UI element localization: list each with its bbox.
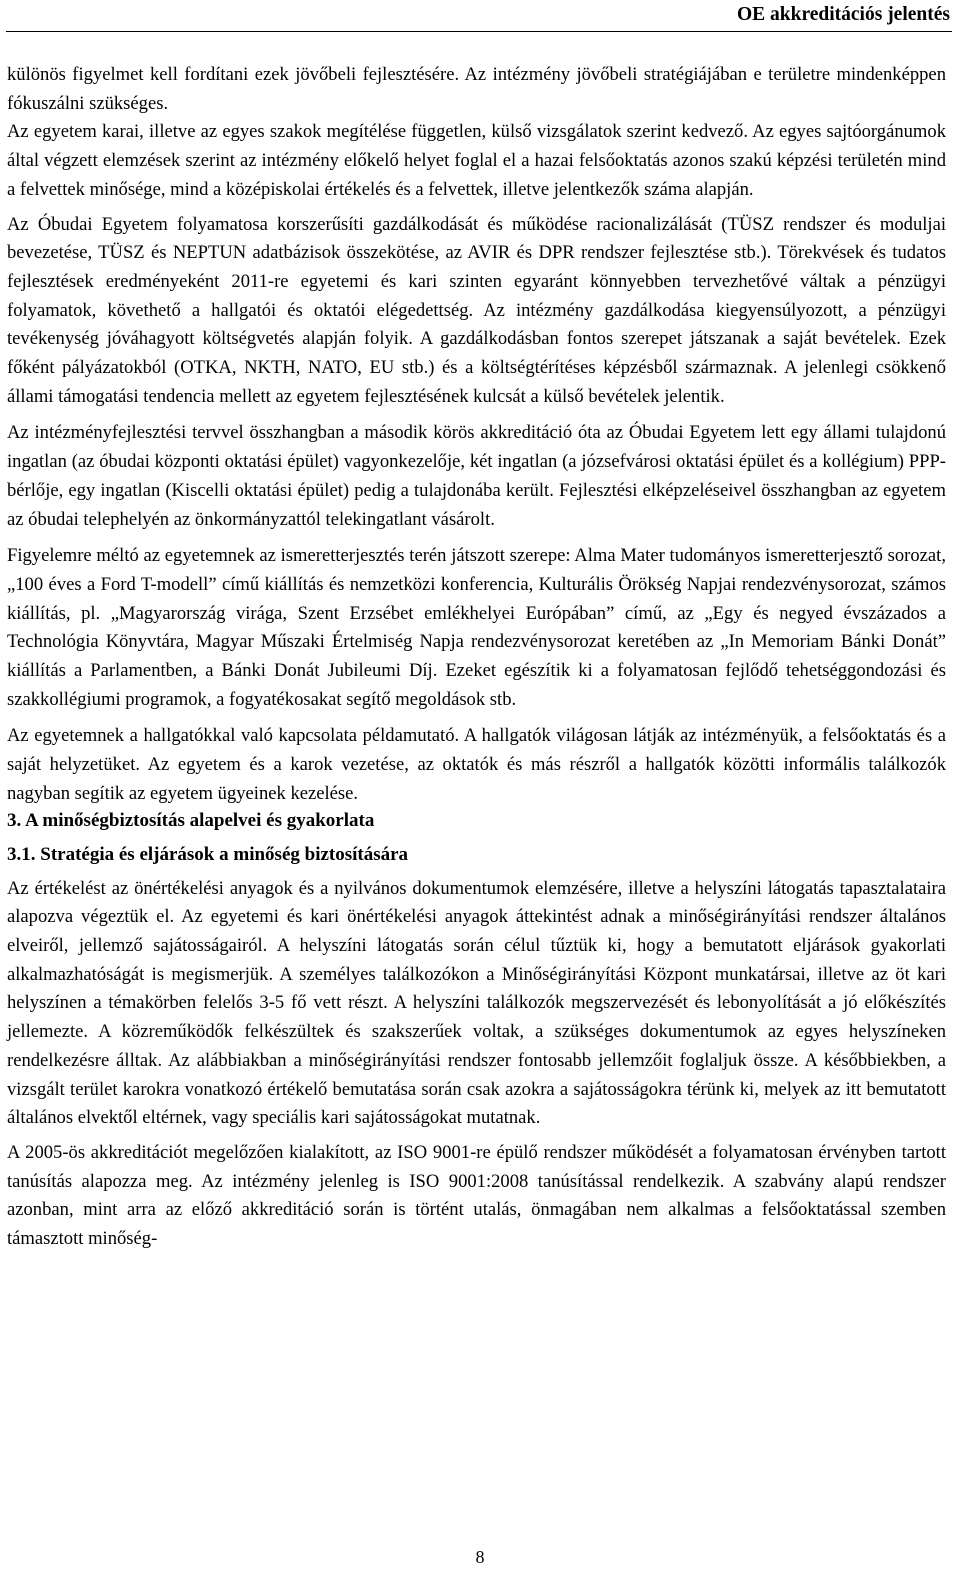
page-header bbox=[0, 0, 960, 34]
header-title: OE akkreditációs jelentés bbox=[736, 4, 950, 25]
paragraph-reputation: Az egyetem karai, illetve az egyes szakok megítélése független, külső vizsgálatok szerint kedvező. Az egyes sajtóorgánumok által végzett elemzések szerint az intézmény előkelő helyet foglal el a hazai felsőoktatás azonos szakú képzési területén mind a felvettek minősége, mind a középiskolai értékelés és a felvettek, illetve jelentkezők száma alapján. bbox=[7, 121, 946, 200]
paragraph-outreach: Figyelemre méltó az egyetemnek az ismeretterjesztés terén játszott szerepe: Alma Mater tudományos ismeretterjesztő sorozat, „100 éves a Ford T-modell” című kiállítás és nemzetközi konferencia, Kulturális Örökség Napjai rendezvénysorozat, számos kiállítás, pl. „Magyarország virága, Szent Erzsébet emlékhelyei Európában” című, az „Egy és negyed évszázados a Technológia Könyvtára, Magyar Műszaki Értelmiség Napja rendezvénysorozat keretében az „In Memoriam Bánki Donát” kiállítás a Parlamentben, a Bánki Donát Jubileumi Díj. Ezeket egészítik ki a folyamatosan fejlődő tehetséggondozási és szakkollégiumi programok, a fogyatékosakat segítő megoldások stb. bbox=[7, 545, 946, 710]
page-number: 8 bbox=[475, 1547, 485, 1567]
paragraph-evaluation: Az értékelést az önértékelési anyagok és a nyilvános dokumentumok elemzésére, illetve a helyszíni látogatás tapasztalataira alapozva végeztük el. Az egyetemi és kari önértékelési anyagok áttekintést adnak a minőségirányítási rendszer általános elveiről, jellemző sajátosságairól. A helyszíni látogatás során célul tűztük ki, hogy a bemutatott eljárások gyakorlati alkalmazhatóságát is megismerjük. A személyes találkozókon a Minőségirányítási Központ munkatársai, illetve az öt kari helyszínen a témakörben felelős 3-5 fő vett részt. A helyszíni találkozók megszervezését és lebonyolítását a jó előkészítés jellemezte. A közreműködők felkészültek és szakszerűek voltak, a szükséges dokumentumok az egyes helyszíneken rendelkezésre álltak. Az alábbiakban a minőségirányítási rendszer fontosabb jellemzőit foglaljuk össze. A későbbiekben, a vizsgált terület karokra vonatkozó értékelő bemutatása során csak azokra a sajátosságokra térünk ki, melyek az itt bemutatott általános elvektől eltérnek, vagy speciális kari sajátosságokat mutatnak. bbox=[7, 877, 946, 1129]
paragraph-strategy-intro: különös figyelmet kell fordítani ezek jövőbeli fejlesztésére. Az intézmény jövőbeli stratégiájában e területre mindenképpen fókuszálni szükséges. bbox=[7, 64, 946, 114]
paragraph-students: Az egyetemnek a hallgatókkal való kapcsolata példamutató. A hallgatók világosan látják az intézményük, a felsőoktatás és a saját helyzetüket. Az egyetem és a karok vezetése, az oktatók és más részről a hallgatók közötti informális találkozók nagyban segítik az egyetem ügyeinek kezelése. bbox=[7, 725, 946, 804]
paragraph-finances: Az Óbudai Egyetem folyamatosa korszerűsíti gazdálkodását és működése racionalizálását (TÜSZ rendszer és moduljai bevezetése, TÜSZ és NEPTUN adatbázisok összekötése, az AVIR és DPR rendszer fejlesztése stb.). Törekvések és tudatos fejlesztések eredményeként 2011-re egyetemi és kari szinten egyaránt könnyebben tervezhetővé váltak a pénzügyi folyamatok, követhető a hallgatói és oktatói elégedettség. Az intézmény gazdálkodása kiegyensúlyozott, a pénzügyi tevékenység jóváhagyott költségvetés alapján folyik. A gazdálkodásban fontos szerepet játszanak a saját bevételek. Ezek főként pályázatokból (OTKA, NKTH, NATO, EU stb.) és a költségtérítéses képzésből származnak. A jelenlegi csökkenő állami támogatási tendencia mellett az egyetem fejlesztésének kulcsát a külső bevételek jelentik. bbox=[7, 213, 946, 407]
section-heading: 3. A minőségbiztosítás alapelvei és gyakorlata bbox=[7, 809, 375, 831]
header-divider bbox=[6, 31, 952, 32]
subsection-heading: 3.1. Stratégia és eljárások a minőség biztosítására bbox=[7, 843, 409, 865]
paragraph-property: Az intézményfejlesztési tervvel összhangban a második körös akkreditáció óta az Óbudai Egyetem lett egy állami tulajdonú ingatlan (az óbudai központi oktatási épület) vagyonkezelője, két ingatlan (a józsefvárosi oktatási épület és a kollégium) PPP-bérlője, egy ingatlan (Kiscelli oktatási épület) pedig a tulajdonába került. Fejlesztési elképzeléseivel összhangban az egyetem az óbudai telephelyén az önkormányzattól telekingatlant vásárolt. bbox=[7, 422, 946, 530]
paragraph-iso: A 2005-ös akkreditációt megelőzően kialakított, az ISO 9001-re épülő rendszer működését a folyamatosan érvényben tartott tanúsítás alapozza meg. Az intézmény jelenleg is ISO 9001:2008 tanúsítással rendelkezik. A szabvány alapú rendszer azonban, mint arra az előző akkreditáció során is történt utalás, önmagában nem alkalmas a felsőoktatással szemben támasztott minőség- bbox=[7, 1141, 946, 1250]
document-body bbox=[7, 61, 946, 1254]
